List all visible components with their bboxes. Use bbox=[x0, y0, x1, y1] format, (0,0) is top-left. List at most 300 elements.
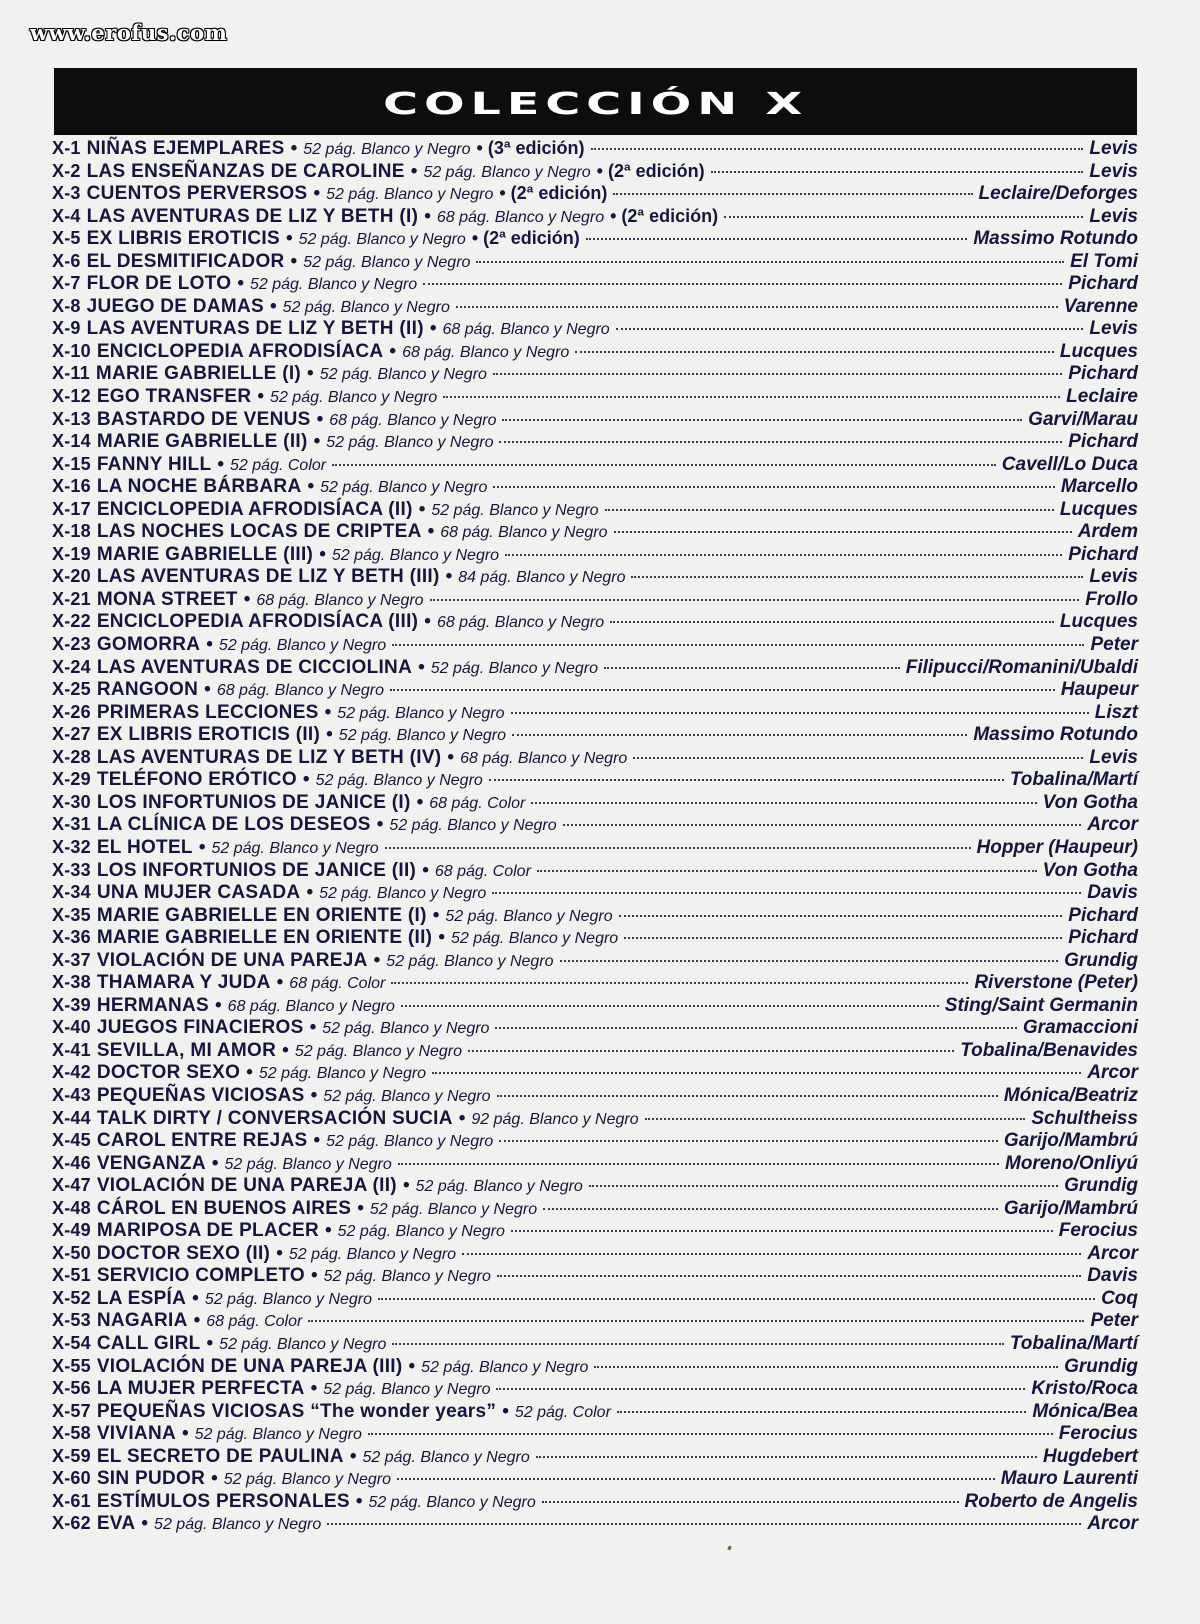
entry-author: Mónica/Bea bbox=[1032, 1400, 1138, 1422]
entry-author: Garijo/Mambrú bbox=[1003, 1197, 1138, 1219]
entry-author: Varenne bbox=[1063, 295, 1138, 317]
entry-info: 52 pág. Blanco y Negro bbox=[323, 1087, 491, 1105]
entry-code: X-10 bbox=[52, 340, 91, 361]
entry-code: X-16 bbox=[52, 476, 91, 497]
entry-info: 52 pág. Blanco y Negro bbox=[223, 1471, 391, 1489]
bullet-separator: • bbox=[416, 791, 424, 813]
catalog-entry bbox=[52, 746, 1138, 769]
entry-title: NAGARIA bbox=[96, 1310, 188, 1332]
entry-title: FLOR DE LOTO bbox=[86, 273, 232, 295]
bullet-separator: • bbox=[307, 363, 314, 385]
dot-leader bbox=[495, 1027, 1016, 1029]
dot-leader bbox=[502, 419, 1022, 421]
entry-author: Ferocius bbox=[1058, 1220, 1138, 1242]
entry-code: X-21 bbox=[52, 588, 91, 609]
catalog-entry bbox=[52, 971, 1138, 994]
entry-code: X-50 bbox=[52, 1242, 91, 1263]
catalog-entry bbox=[52, 949, 1138, 972]
entry-info: 52 pág. Color bbox=[230, 456, 327, 474]
entry-author: Ardem bbox=[1077, 521, 1138, 543]
entry-title: PEQUEÑAS VICIOSAS bbox=[96, 1084, 305, 1106]
bullet-separator: • bbox=[429, 318, 437, 340]
entry-author: Lucques bbox=[1059, 611, 1138, 633]
entry-title: PRIMERAS LECCIONES bbox=[96, 701, 319, 723]
entry-info: 68 pág. Color bbox=[429, 794, 526, 812]
bullet-separator: • bbox=[418, 498, 426, 520]
entry-info: 52 pág. Blanco y Negro bbox=[288, 1245, 457, 1263]
entry-author: Pichard bbox=[1068, 431, 1138, 453]
bullet-separator: • bbox=[349, 1445, 357, 1467]
entry-info: 52 pág. Blanco y Negro bbox=[303, 253, 471, 271]
entry-code: X-28 bbox=[52, 746, 91, 767]
dot-leader bbox=[443, 396, 1060, 398]
dot-leader bbox=[401, 1005, 939, 1007]
entry-author: Levis bbox=[1089, 746, 1138, 768]
entry-code: X-8 bbox=[52, 295, 81, 316]
entry-code: X-14 bbox=[52, 431, 91, 452]
bullet-separator: • bbox=[211, 1468, 218, 1490]
bullet-separator: • bbox=[389, 340, 397, 362]
entry-title: JUEGO DE DAMAS bbox=[86, 295, 264, 317]
dot-leader bbox=[512, 734, 967, 736]
dot-leader bbox=[605, 509, 1054, 511]
dot-leader bbox=[616, 328, 1084, 330]
entry-code: X-13 bbox=[52, 408, 91, 429]
bullet-separator: • bbox=[290, 138, 298, 159]
entry-code: X-52 bbox=[52, 1287, 91, 1308]
entry-author: Gramaccioni bbox=[1022, 1017, 1138, 1039]
entry-author: Moreno/Onliyú bbox=[1005, 1152, 1138, 1174]
entry-info: 52 pág. Blanco y Negro bbox=[323, 1381, 491, 1399]
entry-title: LOS INFORTUNIOS DE JANICE (I) bbox=[96, 791, 411, 813]
entry-code: X-48 bbox=[52, 1197, 91, 1218]
bullet-separator: • bbox=[257, 386, 265, 408]
entry-info: 52 pág. Blanco y Negro bbox=[362, 1448, 530, 1466]
catalog-entry bbox=[52, 1152, 1138, 1175]
bullet-separator: • bbox=[141, 1513, 149, 1535]
entry-code: X-26 bbox=[52, 701, 91, 722]
catalog-entry bbox=[52, 588, 1138, 611]
dot-leader bbox=[392, 1343, 1004, 1345]
entry-info: 52 pág. Blanco y Negro bbox=[204, 1290, 373, 1308]
bullet-separator: • bbox=[306, 882, 314, 904]
entry-title: ENCICLOPEDIA AFRODISÍACA (III) bbox=[96, 611, 419, 633]
catalog-entry bbox=[52, 137, 1138, 160]
entry-title: UNA MUJER CASADA bbox=[96, 882, 301, 904]
entry-title: EX LIBRIS EROTICIS bbox=[86, 228, 280, 250]
entry-title: PEQUEÑAS VICIOSAS “The wonder years” bbox=[96, 1400, 497, 1422]
page-title: COLECCIÓN X bbox=[382, 85, 809, 122]
dot-leader bbox=[543, 1208, 998, 1210]
bullet-separator: • bbox=[313, 431, 321, 453]
dot-leader bbox=[594, 1366, 1058, 1368]
entry-title: MARIE GABRIELLE EN ORIENTE (II) bbox=[96, 927, 433, 949]
entry-title: VIOLACIÓN DE UNA PAREJA (II) bbox=[96, 1175, 397, 1197]
entry-code: X-43 bbox=[52, 1084, 91, 1105]
bullet-separator: • bbox=[445, 566, 453, 588]
catalog-entry bbox=[52, 1287, 1138, 1310]
dot-leader bbox=[497, 1095, 998, 1097]
entry-author: Davis bbox=[1087, 882, 1138, 904]
entry-code: X-44 bbox=[52, 1107, 91, 1128]
dot-leader bbox=[397, 1478, 995, 1480]
catalog-entry bbox=[52, 656, 1138, 679]
bullet-separator: • bbox=[319, 543, 326, 565]
entry-info: 52 pág. Blanco y Negro bbox=[224, 1155, 392, 1173]
entry-code: X-11 bbox=[52, 363, 90, 384]
entry-title: EVA bbox=[96, 1513, 136, 1535]
entry-code: X-9 bbox=[52, 318, 81, 339]
dot-leader bbox=[614, 531, 1072, 533]
entry-info: 52 pág. Blanco y Negro bbox=[282, 298, 450, 316]
dot-leader bbox=[332, 464, 996, 466]
entry-title: BASTARDO DE VENUS bbox=[96, 408, 311, 430]
bullet-separator: • bbox=[418, 656, 425, 678]
entry-title: LA CLÍNICA DE LOS DESEOS bbox=[96, 814, 371, 836]
entry-info: 68 pág. Blanco y Negro bbox=[256, 591, 424, 609]
bullet-separator: • bbox=[324, 701, 332, 723]
entry-info: 52 pág. Blanco y Negro bbox=[249, 276, 418, 294]
bullet-separator: • bbox=[302, 769, 310, 791]
catalog-entry bbox=[52, 1355, 1138, 1378]
dot-leader bbox=[610, 621, 1054, 623]
entry-info: 52 pág. Blanco y Negro bbox=[430, 659, 598, 677]
entry-author: Lucques bbox=[1059, 498, 1138, 520]
entry-author: Leclaire bbox=[1066, 386, 1138, 408]
bullet-separator: • bbox=[282, 1039, 289, 1061]
bullet-separator: • bbox=[427, 521, 435, 543]
entry-code: X-53 bbox=[52, 1310, 91, 1331]
entry-code: X-30 bbox=[52, 791, 91, 812]
catalog-entry bbox=[52, 1309, 1138, 1332]
catalog-entry bbox=[52, 340, 1138, 363]
entry-info: 52 pág. Blanco y Negro bbox=[337, 1223, 505, 1241]
bullet-separator: • bbox=[310, 1084, 318, 1106]
entry-author: Garvi/Marau bbox=[1028, 408, 1138, 430]
entry-author: Von Gotha bbox=[1042, 791, 1138, 813]
entry-code: X-58 bbox=[52, 1423, 91, 1444]
bullet-separator: • bbox=[243, 588, 251, 610]
dot-leader bbox=[560, 960, 1059, 962]
entry-title: EL DESMITIFICADOR bbox=[86, 250, 285, 272]
dot-leader bbox=[385, 847, 971, 849]
bullet-separator: • bbox=[316, 408, 324, 430]
dot-leader bbox=[468, 1050, 954, 1052]
dot-leader bbox=[631, 576, 1083, 578]
dot-leader bbox=[327, 1523, 1081, 1525]
entry-title: LAS ENSEÑANZAS DE CAROLINE bbox=[86, 160, 405, 182]
entry-code: X-62 bbox=[52, 1513, 91, 1534]
entry-title: ENCICLOPEDIA AFRODISÍACA bbox=[96, 340, 384, 362]
bullet-separator: • bbox=[458, 1107, 466, 1129]
catalog-entry bbox=[52, 1377, 1138, 1400]
entry-title: SERVICIO COMPLETO bbox=[96, 1265, 305, 1287]
catalog-entry bbox=[52, 543, 1138, 566]
entry-author: Tobalina/Martí bbox=[1009, 769, 1138, 791]
catalog-entry bbox=[52, 362, 1138, 385]
entry-title: CALL GIRL bbox=[96, 1332, 201, 1354]
entry-code: X-31 bbox=[52, 814, 91, 835]
dot-leader bbox=[537, 870, 1037, 872]
entry-title: MARIE GABRIELLE EN ORIENTE (I) bbox=[96, 904, 427, 926]
dot-leader bbox=[499, 441, 1062, 443]
bullet-separator: • bbox=[410, 160, 418, 182]
catalog-entry bbox=[52, 205, 1138, 228]
catalog-entry bbox=[52, 1512, 1138, 1535]
catalog-entry bbox=[52, 317, 1138, 340]
dot-leader bbox=[604, 667, 900, 669]
entry-author: Tobalina/Martí bbox=[1009, 1332, 1138, 1354]
dot-leader bbox=[542, 1501, 959, 1503]
entry-title: SEVILLA, MI AMOR bbox=[96, 1039, 277, 1061]
entry-title: TELÉFONO ERÓTICO bbox=[96, 769, 297, 791]
entry-author: Marcello bbox=[1060, 476, 1138, 498]
entry-title: VENGANZA bbox=[96, 1152, 206, 1174]
dot-leader bbox=[624, 937, 1062, 939]
entry-info: 68 pág. Blanco y Negro bbox=[436, 614, 605, 632]
entry-code: X-33 bbox=[52, 859, 91, 880]
entry-author: Grundig bbox=[1064, 1175, 1138, 1197]
dot-leader bbox=[613, 193, 972, 195]
catalog-entry bbox=[52, 859, 1138, 882]
entry-code: X-12 bbox=[52, 386, 91, 407]
catalog-entry bbox=[52, 610, 1138, 633]
entry-author: Pichard bbox=[1068, 273, 1138, 295]
dot-leader bbox=[589, 1185, 1058, 1187]
entry-author: Von Gotha bbox=[1042, 859, 1138, 881]
entry-author: Arcor bbox=[1087, 814, 1138, 836]
entry-info: 52 pág. Blanco y Negro bbox=[326, 186, 494, 204]
bullet-separator: • bbox=[246, 1062, 253, 1084]
bullet-separator: • bbox=[373, 949, 381, 971]
entry-code: X-27 bbox=[52, 724, 91, 745]
entry-author: Hugdebert bbox=[1043, 1445, 1138, 1467]
entry-info: 52 pág. Blanco y Negro bbox=[326, 434, 494, 452]
entry-title: LA NOCHE BÁRBARA bbox=[96, 476, 302, 498]
entry-info: 52 pág. Blanco y Negro bbox=[389, 817, 557, 835]
dot-leader bbox=[536, 1456, 1037, 1458]
entry-info: 52 pág. Blanco y Negro bbox=[323, 1268, 491, 1286]
dot-leader bbox=[476, 261, 1064, 263]
entry-info: 52 pág. Blanco y Negro bbox=[431, 501, 599, 519]
entry-title: LAS AVENTURAS DE LIZ Y BETH (I) bbox=[86, 205, 419, 227]
entry-title: MARIE GABRIELLE (II) bbox=[96, 431, 308, 453]
bullet-separator: • bbox=[290, 250, 298, 272]
entry-info: 52 pág. Blanco y Negro bbox=[319, 366, 487, 384]
bullet-separator: • bbox=[447, 746, 455, 768]
entry-info: 92 pág. Blanco y Negro bbox=[471, 1110, 639, 1128]
entry-title: THAMARA Y JUDA bbox=[96, 972, 271, 994]
catalog-entry bbox=[52, 678, 1138, 701]
entry-title: TALK DIRTY / CONVERSACIÓN SUCIA bbox=[96, 1107, 453, 1129]
catalog-entry bbox=[52, 272, 1138, 295]
entry-author: Grundig bbox=[1064, 1355, 1138, 1377]
entry-author: Hopper (Haupeur) bbox=[976, 836, 1138, 858]
entry-edition: • (2ª edición) bbox=[499, 183, 608, 204]
dot-leader bbox=[505, 554, 1062, 556]
entry-info: 52 pág. Blanco y Negro bbox=[337, 704, 505, 722]
catalog-entry bbox=[52, 295, 1138, 318]
entry-author: Arcor bbox=[1087, 1242, 1138, 1264]
entry-info: 52 pág. Blanco y Negro bbox=[415, 1178, 583, 1196]
entry-author: Tobalina/Benavides bbox=[960, 1039, 1138, 1061]
entry-info: 52 pág. Blanco y Negro bbox=[298, 231, 466, 249]
bullet-separator: • bbox=[376, 814, 384, 836]
dot-leader bbox=[586, 238, 968, 240]
entry-author: Leclaire/Deforges bbox=[978, 183, 1138, 205]
entry-info: 52 pág. Blanco y Negro bbox=[326, 1133, 494, 1151]
entry-author: Riverstone (Peter) bbox=[974, 972, 1138, 994]
dot-leader bbox=[724, 216, 1083, 218]
entry-code: X-61 bbox=[52, 1490, 91, 1511]
entry-author: Mónica/Beatriz bbox=[1003, 1084, 1138, 1106]
entry-code: X-57 bbox=[52, 1400, 91, 1421]
dot-leader bbox=[531, 802, 1036, 804]
entry-author: Liszt bbox=[1094, 701, 1138, 723]
bullet-separator: • bbox=[192, 1287, 199, 1309]
dot-leader bbox=[489, 779, 1004, 781]
entry-edition: • (2ª edición) bbox=[610, 205, 719, 226]
catalog-entry bbox=[52, 881, 1138, 904]
catalog-entry bbox=[52, 1084, 1138, 1107]
bullet-separator: • bbox=[357, 1197, 364, 1219]
entry-author: Frollo bbox=[1085, 588, 1138, 610]
catalog-entry bbox=[52, 994, 1138, 1017]
entry-info: 52 pág. Blanco y Negro bbox=[218, 637, 387, 655]
entry-info: 52 pág. Blanco y Negro bbox=[270, 389, 438, 407]
bullet-separator: • bbox=[408, 1355, 416, 1377]
dot-leader bbox=[398, 1163, 999, 1165]
entry-info: 52 pág. Blanco y Negro bbox=[154, 1516, 322, 1534]
entry-code: X-1 bbox=[52, 138, 81, 158]
entry-title: LAS AVENTURAS DE LIZ Y BETH (III) bbox=[96, 566, 440, 588]
entry-author: Mauro Laurenti bbox=[1000, 1468, 1138, 1490]
entry-title: EL HOTEL bbox=[96, 836, 193, 858]
entry-title: LAS AVENTURAS DE CICCIOLINA bbox=[96, 656, 413, 678]
header-band bbox=[54, 68, 1137, 135]
catalog-entry bbox=[52, 520, 1138, 543]
entry-author: Grundig bbox=[1064, 949, 1138, 971]
entry-author: Levis bbox=[1089, 205, 1138, 227]
entry-code: X-54 bbox=[52, 1332, 91, 1353]
entry-info: 52 pág. Blanco y Negro bbox=[386, 952, 554, 970]
catalog-entry bbox=[52, 430, 1138, 453]
catalog-entry bbox=[52, 1264, 1138, 1287]
watermark-text: www.erofus.com bbox=[30, 20, 228, 45]
entry-author: Sting/Saint Germanin bbox=[944, 994, 1138, 1016]
entry-author: Lucques bbox=[1059, 340, 1138, 362]
entry-code: X-47 bbox=[52, 1175, 91, 1196]
entry-info: 52 pág. Blanco y Negro bbox=[331, 546, 500, 564]
bullet-separator: • bbox=[182, 1423, 189, 1445]
entry-code: X-46 bbox=[52, 1152, 91, 1173]
entry-author: Levis bbox=[1089, 318, 1138, 340]
entry-title: SIN PUDOR bbox=[96, 1468, 206, 1490]
entry-code: X-40 bbox=[52, 1017, 91, 1038]
dot-leader bbox=[497, 1275, 1081, 1277]
catalog-entry bbox=[52, 926, 1138, 949]
entry-code: X-56 bbox=[52, 1378, 91, 1399]
entry-code: X-35 bbox=[52, 904, 91, 925]
dot-leader bbox=[645, 1118, 1026, 1120]
entry-title: LAS AVENTURAS DE LIZ Y BETH (II) bbox=[86, 318, 424, 340]
entry-author: Levis bbox=[1089, 160, 1138, 182]
entry-title: NIÑAS EJEMPLARES bbox=[86, 138, 285, 159]
entry-title: HERMANAS bbox=[96, 994, 210, 1016]
entry-code: X-18 bbox=[52, 521, 91, 542]
entry-info: 52 pág. Blanco y Negro bbox=[423, 163, 591, 181]
dot-leader bbox=[390, 689, 1055, 691]
dot-leader bbox=[432, 1072, 1081, 1074]
entry-code: X-32 bbox=[52, 836, 91, 857]
catalog-entry bbox=[52, 1039, 1138, 1062]
bullet-separator: • bbox=[438, 927, 445, 949]
entry-info: 68 pág. Color bbox=[289, 975, 386, 993]
dot-leader bbox=[619, 915, 1063, 917]
entry-info: 68 pág. Blanco y Negro bbox=[442, 321, 610, 339]
catalog-entry bbox=[52, 1490, 1138, 1513]
bullet-separator: • bbox=[310, 1378, 318, 1400]
catalog-entry bbox=[52, 498, 1138, 521]
dot-leader bbox=[633, 757, 1083, 759]
dot-leader bbox=[511, 712, 1089, 714]
entry-info: 52 pág. Blanco y Negro bbox=[369, 1200, 538, 1218]
bullet-separator: • bbox=[206, 634, 213, 656]
entry-info: 52 pág. Blanco y Negro bbox=[258, 1065, 427, 1083]
entry-title: CÁROL EN BUENOS AIRES bbox=[96, 1197, 352, 1219]
catalog-entry bbox=[52, 723, 1138, 746]
entry-title: MARIE GABRIELLE (I) bbox=[95, 363, 302, 385]
catalog-entry bbox=[52, 1467, 1138, 1490]
entry-title: VIVIANA bbox=[96, 1423, 176, 1445]
entry-title: MARIE GABRIELLE (III) bbox=[96, 543, 314, 565]
catalog-entry bbox=[52, 475, 1138, 498]
catalog-entry bbox=[52, 633, 1138, 656]
entry-author: Davis bbox=[1087, 1265, 1138, 1287]
entry-edition: • (2ª edición) bbox=[596, 160, 705, 181]
entry-title: VIOLACIÓN DE UNA PAREJA (III) bbox=[96, 1355, 403, 1377]
dot-leader bbox=[496, 1388, 1025, 1390]
catalog-entry bbox=[52, 768, 1138, 791]
bullet-separator: • bbox=[432, 904, 440, 926]
entry-code: X-19 bbox=[52, 543, 91, 564]
entry-code: X-41 bbox=[52, 1039, 91, 1060]
entry-title: RANGOON bbox=[96, 679, 199, 701]
entry-edition: • (3ª edición) bbox=[476, 138, 585, 158]
entry-info: 68 pág. Color bbox=[206, 1313, 303, 1331]
dot-leader bbox=[392, 644, 1084, 646]
bullet-separator: • bbox=[422, 859, 429, 881]
bullet-separator: • bbox=[193, 1310, 201, 1332]
catalog-entry bbox=[52, 1061, 1138, 1084]
entry-title: CUENTOS PERVERSOS bbox=[86, 183, 308, 205]
entry-title: DOCTOR SEXO (II) bbox=[96, 1242, 271, 1264]
entry-info: 68 pág. Blanco y Negro bbox=[329, 411, 497, 429]
entry-info: 52 pág. Blanco y Negro bbox=[445, 907, 613, 925]
entry-title: EX LIBRIS EROTICIS (II) bbox=[96, 724, 321, 746]
catalog-entry bbox=[52, 1445, 1138, 1468]
entry-code: X-17 bbox=[52, 498, 91, 519]
entry-title: EL SECRETO DE PAULINA bbox=[96, 1445, 344, 1467]
entry-info: 52 pág. Blanco y Negro bbox=[450, 930, 619, 948]
entry-title: MONA STREET bbox=[96, 588, 238, 610]
bullet-separator: • bbox=[269, 295, 277, 317]
entry-code: X-39 bbox=[52, 994, 91, 1015]
entry-title: ENCICLOPEDIA AFRODISÍACA (II) bbox=[96, 498, 413, 520]
dot-leader bbox=[711, 171, 1084, 173]
entry-title: JUEGOS FINACIEROS bbox=[96, 1017, 304, 1039]
entry-code: X-29 bbox=[52, 769, 91, 790]
